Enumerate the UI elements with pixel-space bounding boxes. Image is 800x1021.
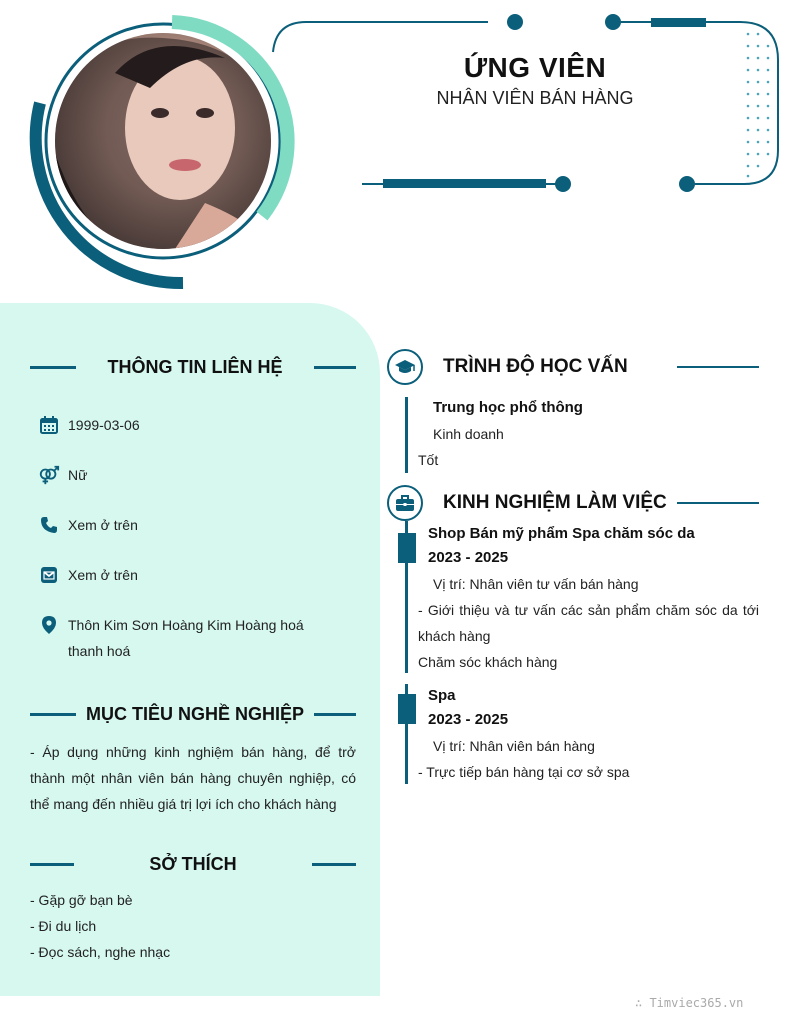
job-period: 2023 - 2025 [428,549,509,566]
objective-title: MỤC TIÊU NGHỀ NGHIỆP [85,704,304,724]
job-company: Spa [428,687,456,704]
phone-icon [38,514,60,536]
job-role: Vị trí: Nhân viên tư vấn bán hàng [433,576,639,592]
calendar-icon [38,414,60,436]
phone-text: Xem ở trên [68,517,138,533]
contact-email [38,564,138,588]
candidate-photo [55,33,271,249]
email-text: Xem ở trên [68,567,138,583]
education-major: Kinh doanh [433,426,504,442]
contact-gender [38,464,87,488]
job-description: Chăm sóc khách hàng [418,654,558,670]
experience-rule [677,502,759,504]
candidate-name: ỨNG VIÊN [463,52,607,83]
hobbies-heading [30,854,356,875]
contact-title: THÔNG TIN LIÊN HỆ [107,357,283,377]
job-role: Vị trí: Nhân viên bán hàng [433,738,595,754]
contact-heading [30,357,356,378]
job-marker [398,533,416,563]
experience-title: KINH NGHIỆM LÀM VIỆC [443,492,667,513]
candidate-position: NHÂN VIÊN BÁN HÀNG [436,88,634,108]
objective-text: - Áp dụng những kinh nghiệm bán hàng, để trở thành một nhân viên bán hàng chuyên nghiệp, có thể mang đến nhiều giá trị lợi ích cho khách hàng [30,744,356,812]
education-grade: Tốt [418,452,439,468]
hobby-item: - Đọc sách, nghe nhạc [30,944,171,960]
experience-heading [387,485,667,521]
education-timeline [405,397,408,473]
name-block [400,52,670,109]
briefcase-icon [387,485,423,521]
job-company: Shop Bán mỹ phẩm Spa chăm sóc da [428,525,695,542]
mail-icon [38,564,60,586]
job-period: 2023 - 2025 [428,711,509,728]
gender-text: Nữ [68,467,88,483]
education-rule [677,366,759,368]
job-marker [398,694,416,724]
address-text: Thôn Kim Sơn Hoàng Kim Hoàng hoá thanh hoá [68,617,304,659]
gender-icon [38,464,60,486]
job-description: - Trực tiếp bán hàng tại cơ sở spa [418,764,630,780]
job-description: - Giới thiệu và tư vấn các sản phẩm chăm sóc da tới khách hàng [418,602,759,644]
objective-heading [30,704,356,725]
contact-phone [38,514,138,538]
hobby-item: - Đi du lịch [30,918,97,934]
education-heading [387,349,628,385]
hobbies-title: SỞ THÍCH [149,854,237,874]
location-icon [38,614,60,636]
birthday-text: 1999-03-06 [68,417,140,433]
contact-address [38,614,328,664]
contact-birthday [38,414,140,438]
education-title: TRÌNH ĐỘ HỌC VẤN [443,356,628,377]
education-school: Trung học phổ thông [433,399,583,416]
graduation-cap-icon [387,349,423,385]
watermark: ∴ Timviec365.vn [635,996,744,1010]
hobby-item: - Gặp gỡ bạn bè [30,892,133,908]
